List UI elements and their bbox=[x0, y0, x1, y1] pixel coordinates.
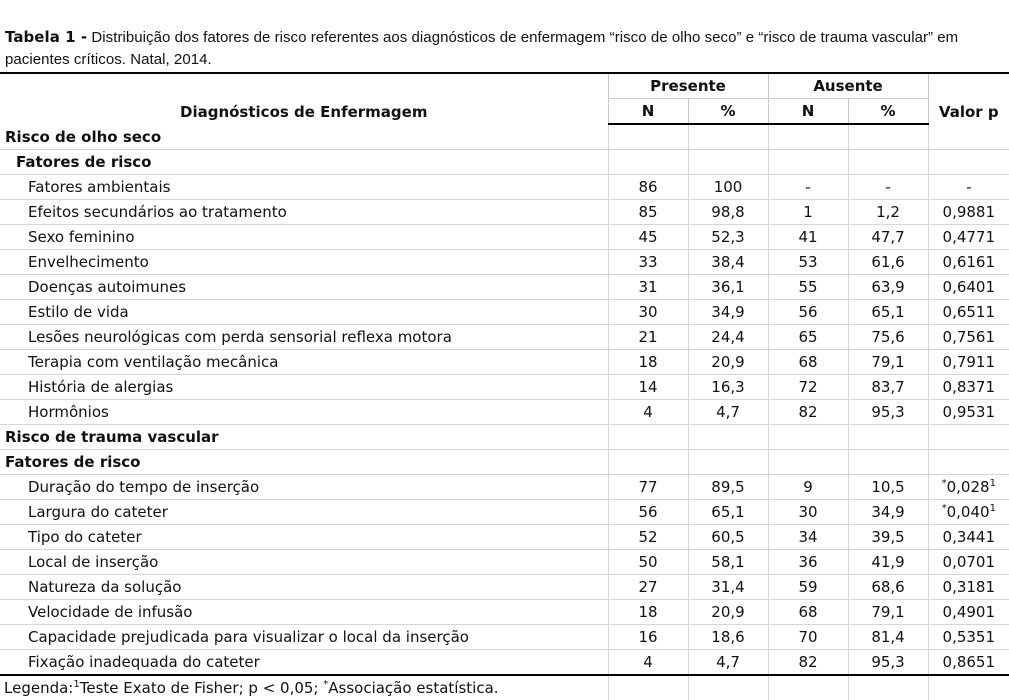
p-value-text: 0,0701 bbox=[942, 553, 996, 571]
present-pct: 52,3 bbox=[688, 225, 768, 250]
absent-pct: 63,9 bbox=[848, 275, 928, 300]
risk-factor-label: Fixação inadequada do cateter bbox=[0, 650, 608, 676]
table-row bbox=[0, 625, 1009, 650]
risk-factor-label: Capacidade prejudicada para visualizar o local da inserção bbox=[0, 625, 608, 650]
absent-pct: 81,4 bbox=[848, 625, 928, 650]
legend-marker-assoc: * bbox=[323, 679, 329, 690]
empty-cell bbox=[688, 450, 768, 475]
p-value bbox=[928, 600, 1009, 625]
absent-pct: 34,9 bbox=[848, 500, 928, 525]
table-row bbox=[0, 175, 1009, 200]
empty-cell bbox=[768, 124, 848, 150]
risk-factor-label: História de alergias bbox=[0, 375, 608, 400]
absent-n: 1 bbox=[768, 200, 848, 225]
empty-cell bbox=[928, 450, 1009, 475]
p-value bbox=[928, 325, 1009, 350]
table-caption bbox=[5, 27, 1005, 70]
header-present: Presente bbox=[608, 73, 768, 99]
absent-pct: 95,3 bbox=[848, 400, 928, 425]
p-value-text: 0,8371 bbox=[942, 378, 996, 396]
risk-factor-label: Tipo do cateter bbox=[0, 525, 608, 550]
p-value-text: 0,5351 bbox=[942, 628, 996, 646]
absent-n: 82 bbox=[768, 400, 848, 425]
risk-factor-label: Largura do cateter bbox=[0, 500, 608, 525]
table-row bbox=[0, 600, 1009, 625]
risk-factor-label: Terapia com ventilação mecânica bbox=[0, 350, 608, 375]
risk-factors-table bbox=[0, 72, 1009, 700]
table-row bbox=[0, 225, 1009, 250]
p-value-text: 0,8651 bbox=[942, 653, 996, 671]
present-pct: 34,9 bbox=[688, 300, 768, 325]
present-n: 18 bbox=[608, 600, 688, 625]
absent-n: 72 bbox=[768, 375, 848, 400]
absent-n: 34 bbox=[768, 525, 848, 550]
absent-n: 68 bbox=[768, 600, 848, 625]
p-value-text: 0,7911 bbox=[942, 353, 996, 371]
header-present-n: N bbox=[608, 99, 688, 125]
section-title: Risco de olho seco bbox=[0, 124, 608, 150]
empty-cell bbox=[768, 425, 848, 450]
absent-n: 55 bbox=[768, 275, 848, 300]
section-row bbox=[0, 124, 1009, 150]
header-diagnosis: Diagnósticos de Enfermagem bbox=[0, 73, 608, 124]
present-n: 56 bbox=[608, 500, 688, 525]
present-n: 31 bbox=[608, 275, 688, 300]
absent-n: 59 bbox=[768, 575, 848, 600]
present-n: 27 bbox=[608, 575, 688, 600]
absent-n: 56 bbox=[768, 300, 848, 325]
present-pct: 18,6 bbox=[688, 625, 768, 650]
present-n: 4 bbox=[608, 400, 688, 425]
present-pct: 89,5 bbox=[688, 475, 768, 500]
table-row bbox=[0, 550, 1009, 575]
absent-pct: 79,1 bbox=[848, 600, 928, 625]
absent-n: - bbox=[768, 175, 848, 200]
empty-cell bbox=[608, 450, 688, 475]
absent-pct: - bbox=[848, 175, 928, 200]
section-title: Risco de trauma vascular bbox=[0, 425, 608, 450]
legend-text-test: Teste Exato de Fisher; p < 0,05; bbox=[79, 679, 324, 697]
risk-factor-label: Velocidade de infusão bbox=[0, 600, 608, 625]
risk-factor-label: Lesões neurológicas com perda sensorial reflexa motora bbox=[0, 325, 608, 350]
p-value-text: 0,4901 bbox=[942, 603, 996, 621]
absent-n: 68 bbox=[768, 350, 848, 375]
present-n: 86 bbox=[608, 175, 688, 200]
present-pct: 4,7 bbox=[688, 400, 768, 425]
empty-cell bbox=[928, 150, 1009, 175]
absent-n: 82 bbox=[768, 650, 848, 676]
present-pct: 20,9 bbox=[688, 600, 768, 625]
present-pct: 4,7 bbox=[688, 650, 768, 676]
present-pct: 58,1 bbox=[688, 550, 768, 575]
p-value bbox=[928, 300, 1009, 325]
empty-cell bbox=[928, 124, 1009, 150]
empty-cell bbox=[848, 124, 928, 150]
risk-factor-label: Sexo feminino bbox=[0, 225, 608, 250]
subsection-row bbox=[0, 450, 1009, 475]
present-n: 52 bbox=[608, 525, 688, 550]
risk-factor-label: Duração do tempo de inserção bbox=[0, 475, 608, 500]
header-pvalue: Valor p bbox=[928, 73, 1009, 124]
p-value bbox=[928, 575, 1009, 600]
present-n: 50 bbox=[608, 550, 688, 575]
present-n: 45 bbox=[608, 225, 688, 250]
header-absent: Ausente bbox=[768, 73, 928, 99]
empty-cell bbox=[688, 425, 768, 450]
p-value bbox=[928, 500, 1009, 525]
present-n: 77 bbox=[608, 475, 688, 500]
present-pct: 38,4 bbox=[688, 250, 768, 275]
empty-cell bbox=[848, 450, 928, 475]
absent-n: 53 bbox=[768, 250, 848, 275]
table-row bbox=[0, 575, 1009, 600]
p-value-text: 0,3441 bbox=[942, 528, 996, 546]
risk-factor-label: Envelhecimento bbox=[0, 250, 608, 275]
absent-pct: 41,9 bbox=[848, 550, 928, 575]
p-value bbox=[928, 375, 1009, 400]
table-row bbox=[0, 375, 1009, 400]
caption-lead: Tabela 1 - bbox=[5, 28, 88, 46]
header-absent-n: N bbox=[768, 99, 848, 125]
subsection-row bbox=[0, 150, 1009, 175]
table-row bbox=[0, 650, 1009, 676]
risk-factor-label: Local de inserção bbox=[0, 550, 608, 575]
significance-marker: * bbox=[941, 478, 947, 489]
present-pct: 98,8 bbox=[688, 200, 768, 225]
empty-cell bbox=[608, 150, 688, 175]
legend-text-assoc: Associação estatística. bbox=[328, 679, 499, 697]
empty-cell bbox=[848, 150, 928, 175]
present-n: 4 bbox=[608, 650, 688, 676]
p-value-text: 0,3181 bbox=[942, 578, 996, 596]
p-value-text: 0,4771 bbox=[942, 228, 996, 246]
empty-cell bbox=[688, 124, 768, 150]
absent-pct: 68,6 bbox=[848, 575, 928, 600]
p-value bbox=[928, 550, 1009, 575]
table-row bbox=[0, 475, 1009, 500]
p-value-text: - bbox=[966, 178, 972, 196]
p-value bbox=[928, 275, 1009, 300]
p-value-text: 0,6161 bbox=[942, 253, 996, 271]
p-value-text: 0,028 bbox=[946, 478, 990, 496]
table-row bbox=[0, 300, 1009, 325]
absent-n: 9 bbox=[768, 475, 848, 500]
p-value-text: 0,7561 bbox=[942, 328, 996, 346]
p-value bbox=[928, 400, 1009, 425]
p-value bbox=[928, 200, 1009, 225]
absent-n: 41 bbox=[768, 225, 848, 250]
present-n: 85 bbox=[608, 200, 688, 225]
absent-pct: 65,1 bbox=[848, 300, 928, 325]
caption-text: Distribuição dos fatores de risco referentes aos diagnósticos de enfermagem “risco de olho seco” e “risco de trauma vascular” em pacientes críticos. Natal, 2014. bbox=[5, 29, 959, 68]
present-n: 30 bbox=[608, 300, 688, 325]
present-n: 33 bbox=[608, 250, 688, 275]
present-pct: 100 bbox=[688, 175, 768, 200]
section-row bbox=[0, 425, 1009, 450]
absent-pct: 1,2 bbox=[848, 200, 928, 225]
p-value-text: 0,9881 bbox=[942, 203, 996, 221]
absent-n: 70 bbox=[768, 625, 848, 650]
absent-pct: 61,6 bbox=[848, 250, 928, 275]
present-pct: 60,5 bbox=[688, 525, 768, 550]
legend-prefix: Legenda: bbox=[4, 679, 74, 697]
absent-n: 65 bbox=[768, 325, 848, 350]
present-pct: 20,9 bbox=[688, 350, 768, 375]
empty-cell bbox=[688, 150, 768, 175]
p-value bbox=[928, 475, 1009, 500]
table-row bbox=[0, 525, 1009, 550]
empty-cell bbox=[768, 450, 848, 475]
p-value bbox=[928, 225, 1009, 250]
risk-factor-label: Hormônios bbox=[0, 400, 608, 425]
test-marker: 1 bbox=[989, 478, 996, 489]
present-pct: 24,4 bbox=[688, 325, 768, 350]
present-n: 18 bbox=[608, 350, 688, 375]
table-row bbox=[0, 200, 1009, 225]
present-pct: 31,4 bbox=[688, 575, 768, 600]
p-value bbox=[928, 650, 1009, 676]
empty-cell bbox=[608, 425, 688, 450]
table-row bbox=[0, 400, 1009, 425]
absent-pct: 83,7 bbox=[848, 375, 928, 400]
absent-pct: 75,6 bbox=[848, 325, 928, 350]
table-body bbox=[0, 124, 1009, 700]
p-value bbox=[928, 525, 1009, 550]
p-value-text: 0,6511 bbox=[942, 303, 996, 321]
absent-pct: 10,5 bbox=[848, 475, 928, 500]
table-row bbox=[0, 350, 1009, 375]
absent-pct: 79,1 bbox=[848, 350, 928, 375]
risk-factor-label: Estilo de vida bbox=[0, 300, 608, 325]
absent-pct: 39,5 bbox=[848, 525, 928, 550]
header-absent-pct: % bbox=[848, 99, 928, 125]
p-value bbox=[928, 250, 1009, 275]
risk-factor-label: Natureza da solução bbox=[0, 575, 608, 600]
test-marker: 1 bbox=[989, 503, 996, 514]
table-row bbox=[0, 250, 1009, 275]
header-present-pct: % bbox=[688, 99, 768, 125]
empty-cell bbox=[848, 425, 928, 450]
present-pct: 36,1 bbox=[688, 275, 768, 300]
present-pct: 16,3 bbox=[688, 375, 768, 400]
subsection-title: Fatores de risco bbox=[0, 450, 608, 475]
p-value-text: 0,9531 bbox=[942, 403, 996, 421]
risk-factor-label: Doenças autoimunes bbox=[0, 275, 608, 300]
table-row bbox=[0, 275, 1009, 300]
present-n: 16 bbox=[608, 625, 688, 650]
p-value bbox=[928, 175, 1009, 200]
empty-cell bbox=[608, 124, 688, 150]
absent-n: 36 bbox=[768, 550, 848, 575]
empty-cell bbox=[928, 425, 1009, 450]
significance-marker: * bbox=[941, 503, 947, 514]
legend-marker-test: 1 bbox=[73, 679, 80, 690]
p-value-text: 0,040 bbox=[946, 503, 990, 521]
present-n: 14 bbox=[608, 375, 688, 400]
table-row bbox=[0, 325, 1009, 350]
table-row bbox=[0, 500, 1009, 525]
p-value bbox=[928, 350, 1009, 375]
present-pct: 65,1 bbox=[688, 500, 768, 525]
present-n: 21 bbox=[608, 325, 688, 350]
risk-factor-label: Efeitos secundários ao tratamento bbox=[0, 200, 608, 225]
subsection-title: Fatores de risco bbox=[0, 150, 608, 175]
p-value-text: 0,6401 bbox=[942, 278, 996, 296]
absent-pct: 95,3 bbox=[848, 650, 928, 676]
absent-n: 30 bbox=[768, 500, 848, 525]
empty-cell bbox=[768, 150, 848, 175]
p-value bbox=[928, 625, 1009, 650]
absent-pct: 47,7 bbox=[848, 225, 928, 250]
risk-factor-label: Fatores ambientais bbox=[0, 175, 608, 200]
